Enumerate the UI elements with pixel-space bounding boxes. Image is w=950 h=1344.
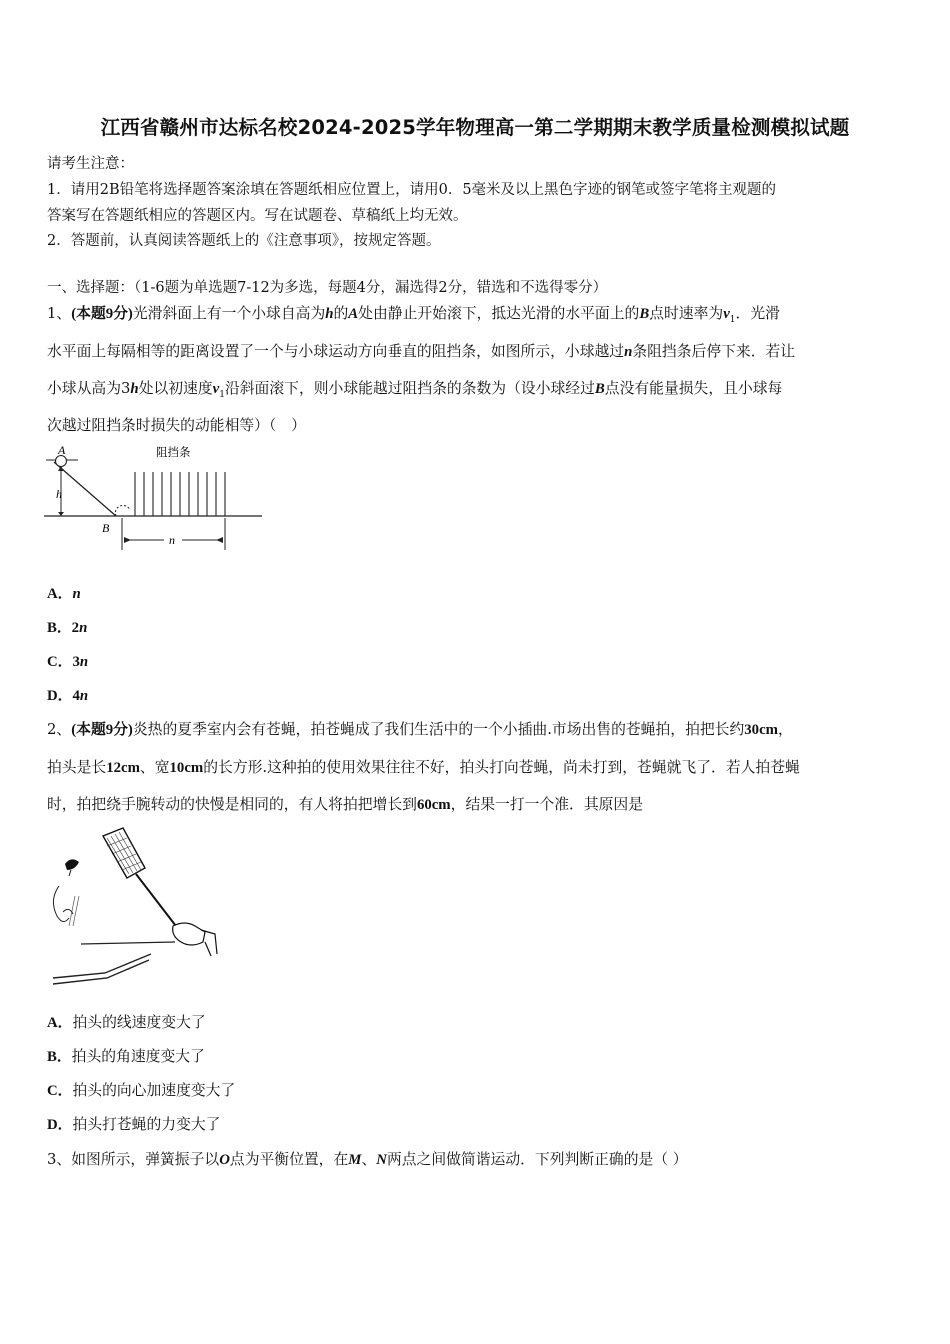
section-heading: 一、选择题：（1-6题为单选题7-12为多选，每题4分，漏选得2分，错选和不选得零分） xyxy=(47,280,608,296)
q1-line-4: 次越过阻挡条时损失的动能相等）（ ） xyxy=(47,417,306,434)
page-title: 江西省赣州市达标名校2024-2025学年物理高一第二学期期末教学质量检测模拟试题 xyxy=(100,116,850,139)
label-h: h xyxy=(56,487,62,501)
notice-item-2: 2．答题前，认真阅读答题纸上的《注意事项》，按规定答题。 xyxy=(47,233,441,249)
ball-icon xyxy=(56,456,67,467)
swatter-icon xyxy=(103,828,179,930)
label-n: n xyxy=(169,533,175,547)
q2-option-b[interactable]: B．拍头的角速度变大了 xyxy=(47,1048,205,1065)
q1-line-1: 1、(本题9分)光滑斜面上有一个小球自高为h的A处由静止开始滚下，抵达光滑的水平面上的B点时速率为$v_1$．光滑 xyxy=(47,305,780,325)
q2-line-1: 2、(本题9分)炎热的夏季室内会有苍蝇，拍苍蝇成了我们生活中的一个小插曲.市场出售的苍蝇拍，拍把长约30cm， xyxy=(47,721,793,738)
q2-option-c[interactable]: C．拍头的向心加速度变大了 xyxy=(47,1082,236,1099)
q2-figure xyxy=(45,826,235,986)
q1-option-c[interactable]: C．3n xyxy=(47,654,89,670)
label-A: A xyxy=(58,443,66,457)
q2-line-3: 时，拍把绕手腕转动的快慢是相同的，有人将拍把增长到60cm，结果一打一个准．其原因是 xyxy=(47,796,644,813)
q3-line-1: 3、如图所示，弹簧振子以O点为平衡位置，在M、N两点之间做简谐运动．下列判断正确的是（ ） xyxy=(47,1151,688,1168)
hand-icon xyxy=(173,923,217,956)
notice-item-1b: 答案写在答题纸相应的答题区内。写在试题卷、草稿纸上均无效。 xyxy=(47,208,468,224)
q1-line-3: 小球从高为3h处以初速度$v_1$沿斜面滚下，则小球能越过阻挡条的条数为（设小球经过B点没有能量损失，且小球每 xyxy=(47,380,783,400)
q1-option-a[interactable]: A．n xyxy=(47,586,81,602)
notice-item-1a: 1．请用2B铅笔将选择题答案涂填在答题纸相应位置上，请用0．5毫米及以上黑色字迹的钢笔或签字笔将主观题的 xyxy=(47,182,777,198)
blocking-strips xyxy=(135,472,225,516)
q1-figure xyxy=(40,440,270,555)
q1-option-b[interactable]: B．2n xyxy=(47,620,88,636)
fly-icon xyxy=(65,859,79,876)
label-strips: 阻挡条 xyxy=(156,447,191,459)
q2-option-d[interactable]: D．拍头打苍蝇的力变大了 xyxy=(47,1116,221,1133)
q2-line-2: 拍头是长12cm、宽10cm的长方形.这种拍的使用效果往往不好，拍头打向苍蝇，尚未打到，苍蝇就飞了．若人拍苍蝇 xyxy=(47,759,800,776)
notice-heading: 请考生注意： xyxy=(47,156,134,172)
q1-option-d[interactable]: D．4n xyxy=(47,688,89,704)
q1-line-2: 水平面上每隔相等的距离设置了一个与小球运动方向垂直的阻挡条，如图所示，小球越过n条阻挡条后停下来．若让 xyxy=(47,343,796,360)
q2-option-a[interactable]: A．拍头的线速度变大了 xyxy=(47,1014,206,1031)
label-B: B xyxy=(102,521,110,535)
